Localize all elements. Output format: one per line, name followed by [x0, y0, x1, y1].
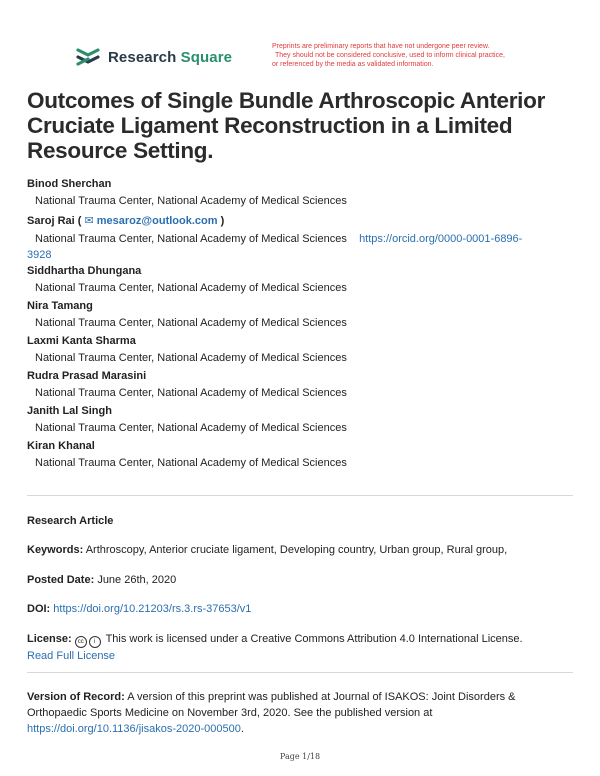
page-number: Page 1/18 — [279, 752, 321, 761]
author-list — [27, 176, 572, 473]
read-full-license-link[interactable]: Read Full License — [27, 650, 116, 662]
doi-link[interactable]: https://doi.org/10.21203/rs.3.rs-37653/v1 — [53, 603, 252, 615]
author-entry — [27, 368, 572, 403]
author-entry — [27, 403, 572, 438]
author-affiliation: National Trauma Center, National Academy of Medical Sciences — [35, 282, 347, 294]
author-name: Laxmi Kanta Sharma — [27, 335, 136, 347]
cc-icon: cc — [75, 636, 87, 648]
author-name: Saroj Rai — [27, 215, 75, 227]
author-email-link[interactable]: mesaroz@outlook.com — [96, 215, 218, 227]
orcid-link-continued[interactable]: 3928 — [27, 249, 52, 261]
license-label: License: — [27, 633, 72, 645]
author-name: Siddhartha Dhungana — [27, 265, 142, 277]
keywords-label: Keywords: — [27, 544, 84, 556]
author-affiliation: National Trauma Center, National Academy of Medical Sciences https://orcid.org/0000-0001-6896- — [35, 233, 523, 245]
published-version-link[interactable]: https://doi.org/10.1136/jisakos-2020-000500 — [27, 723, 241, 735]
author-name: Kiran Khanal — [27, 440, 95, 452]
author-name: Binod Sherchan — [27, 178, 112, 190]
author-name: Nira Tamang — [27, 300, 93, 312]
keywords-value: Arthroscopy, Anterior cruciate ligament, Developing country, Urban group, Rural group, — [85, 544, 508, 556]
page-header — [76, 42, 576, 82]
author-name-email: Saroj Rai ( ✉ mesaroz@outlook.com ) — [27, 215, 225, 227]
article-type: Research Article — [27, 515, 114, 527]
license-text: This work is licensed under a Creative Commons Attribution 4.0 International License. — [105, 633, 523, 645]
author-name: Rudra Prasad Marasini — [27, 370, 147, 382]
author-entry — [27, 333, 572, 368]
posted-date-value: June 26th, 2020 — [97, 574, 177, 586]
logo-text: Research Square — [108, 48, 233, 66]
author-affiliation: National Trauma Center, National Academy of Medical Sciences — [35, 195, 347, 207]
doi-label: DOI: — [27, 603, 51, 615]
author-entry — [27, 176, 572, 211]
license-line — [27, 631, 573, 664]
author-entry — [27, 438, 572, 473]
posted-date-line — [27, 572, 573, 588]
version-of-record: Version of Record: A version of this preprint was published at Journal of ISAKOS: Joint Disorders & Orthopaedic Sports Medicine on November 3rd, 2020. See the published version at https://doi.org/10.1136/jisakos-2020-000500. — [27, 691, 516, 735]
author-affiliation: National Trauma Center, National Academy of Medical Sciences — [35, 387, 347, 399]
preprint-disclaimer: Preprints are preliminary reports that have not undergone peer review. They should not be considered conclusive, used to inform clinical practice, or referenced by the media as validated information. — [272, 43, 505, 68]
author-entry — [27, 298, 572, 333]
research-square-logo[interactable] — [76, 46, 232, 68]
section-divider — [27, 672, 573, 673]
author-affiliation: National Trauma Center, National Academy of Medical Sciences — [35, 422, 347, 434]
author-entry — [27, 263, 572, 298]
author-affiliation: National Trauma Center, National Academy of Medical Sciences — [35, 317, 347, 329]
doi-line — [27, 601, 573, 617]
keywords-line — [27, 542, 573, 558]
orcid-link[interactable]: https://orcid.org/0000-0001-6896- — [359, 233, 523, 245]
paper-title: Outcomes of Single Bundle Arthroscopic Anterior Cruciate Ligament Reconstruction in a Limited Resource Setting. — [27, 88, 546, 163]
section-divider — [27, 495, 573, 496]
research-square-logo-icon — [76, 46, 100, 68]
author-entry — [27, 211, 572, 263]
author-name: Janith Lal Singh — [27, 405, 112, 417]
envelope-icon: ✉ — [84, 215, 94, 227]
posted-date-label: Posted Date: — [27, 574, 95, 586]
version-of-record-label: Version of Record: — [27, 691, 125, 703]
author-affiliation: National Trauma Center, National Academy of Medical Sciences — [35, 457, 347, 469]
attribution-icon: i — [89, 636, 101, 648]
author-affiliation: National Trauma Center, National Academy of Medical Sciences — [35, 352, 347, 364]
